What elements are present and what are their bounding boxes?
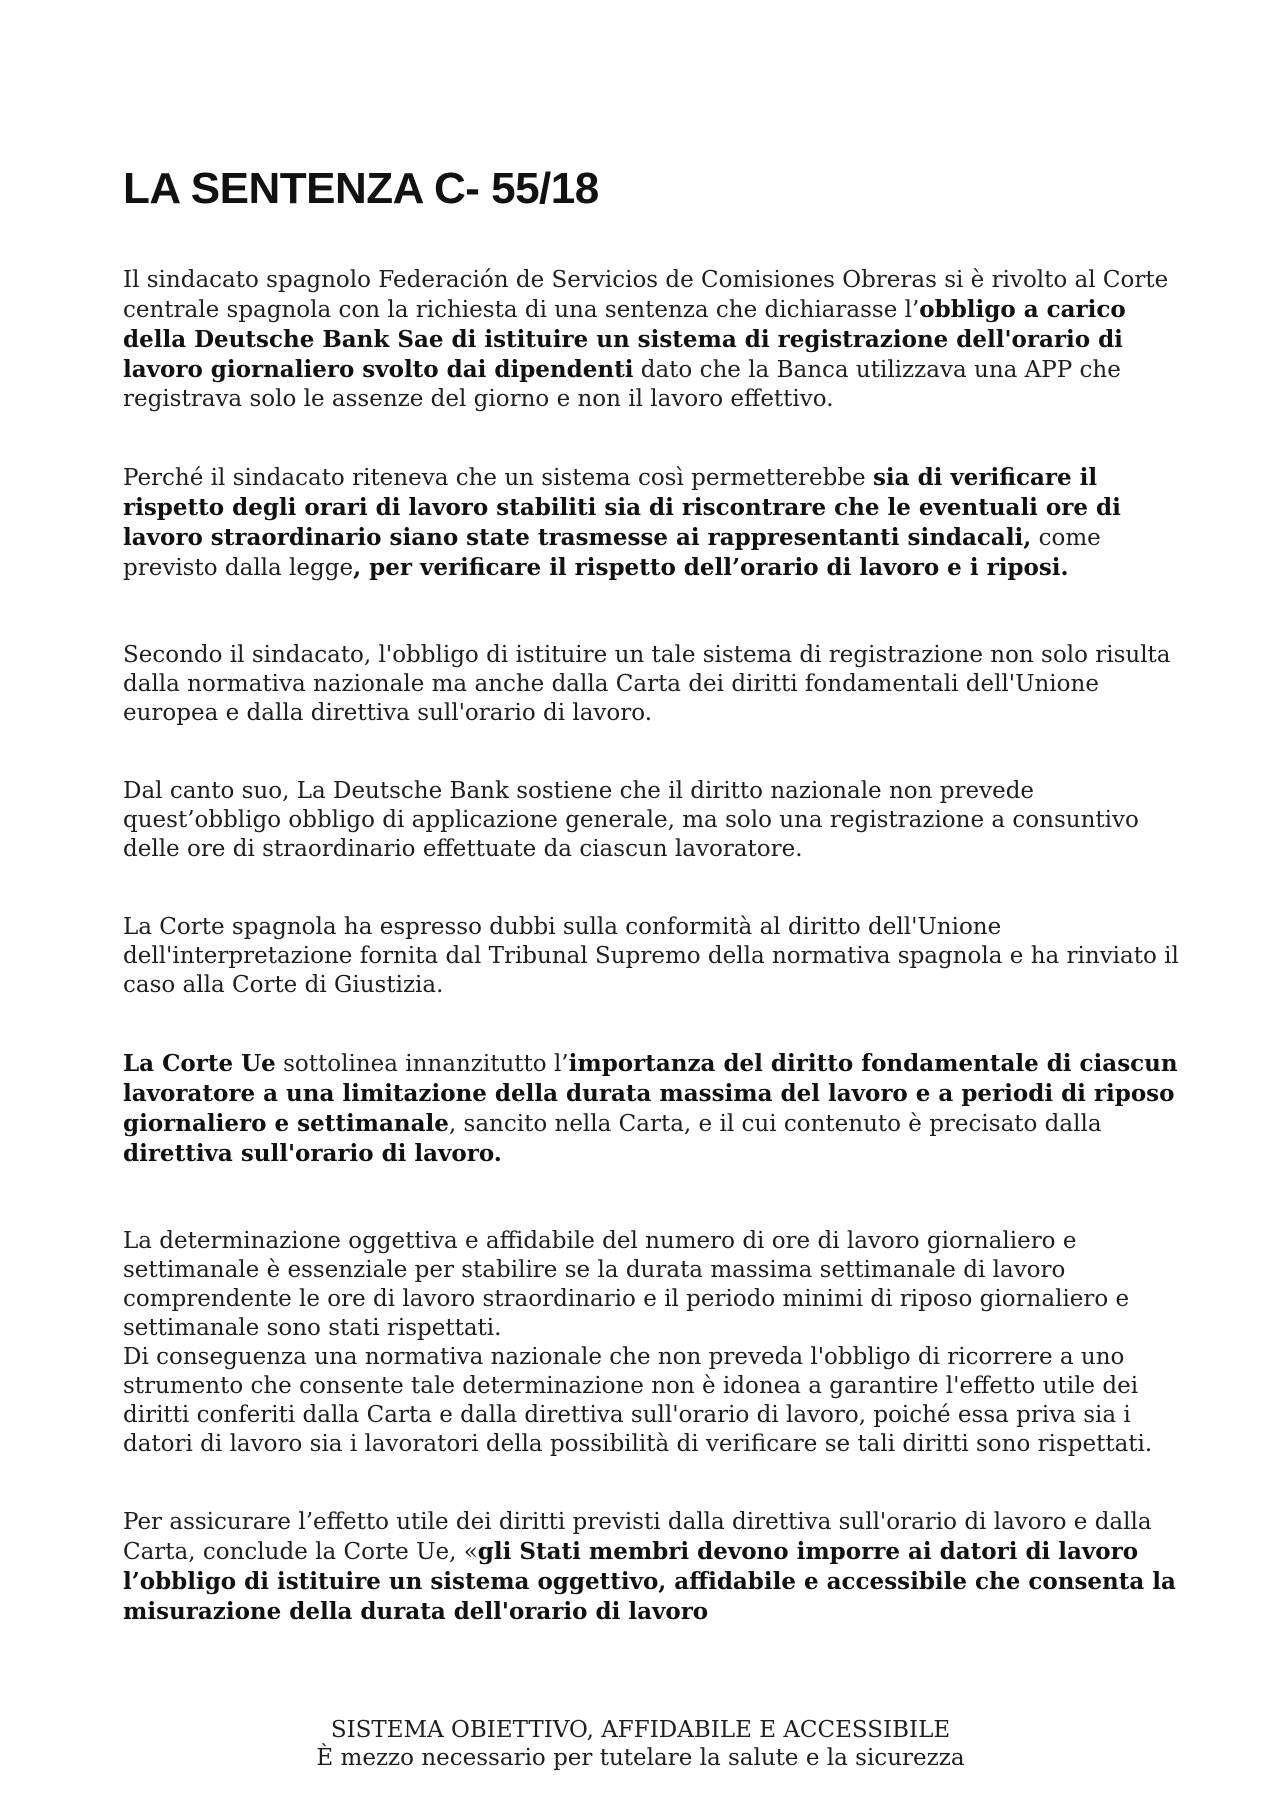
paragraph-text: come previsto dalla legge xyxy=(123,525,1101,581)
bold-text: gli Stati membri devono imporre ai datori di lavoro l’obbligo di istituire un sistema oggettivo, affidabile e accessibile che consenta la misurazione della durata dell'orario di lavoro xyxy=(123,1538,1176,1625)
page-title: LA SENTENZA C- 55/18 xyxy=(123,164,599,213)
footer-line-1: SISTEMA OBIETTIVO, AFFIDABILE E ACCESSIBILE xyxy=(330,1717,951,1743)
bold-text: La Corte Ue xyxy=(123,1050,276,1077)
paragraph-union-argument: Secondo il sindacato, l'obbligo di istituire un tale sistema di registrazione non solo risulta dalla normativa nazionale ma anche dalla Carta dei diritti fondamentali dell'Unione europea e dalla direttiva sull'orario di lavoro. xyxy=(123,642,1171,726)
paragraph-union-reason xyxy=(123,463,1183,583)
paragraph-consequence: Di conseguenza una normativa nazionale che non preveda l'obbligo di ricorrere a uno strumento che consente tale determinazione non è idonea a garantire l'effetto utile dei diritti conferiti dalla Carta e dalla direttiva sull'orario di lavoro, poiché essa priva sia i datori di lavoro sia i lavoratori della possibilità di verificare se tali diritti sono rispettati. xyxy=(123,1344,1153,1457)
paragraph-spanish-court: La Corte spagnola ha espresso dubbi sulla conformità al diritto dell'Unione dell'interpretazione fornita dal Tribunal Supremo della normativa spagnola e ha rinviato il caso alla Corte di Giustizia. xyxy=(123,914,1179,998)
page-footer xyxy=(123,1716,1158,1772)
paragraph-text: dato che la Banca utilizzava una APP che registrava solo le assenze del giorno e non il lavoro effettivo. xyxy=(123,357,1121,412)
paragraph-determination: La determinazione oggettiva e affidabile del numero di ore di lavoro giornaliero e settimanale è essenziale per stabilire se la durata massima settimanale di lavoro comprendente le ore di lavoro straordinario e il periodo minimi di riposo giornaliero e settimanale sono stati rispettati. xyxy=(123,1228,1130,1341)
paragraph-bank-position: Dal canto suo, La Deutsche Bank sostiene che il diritto nazionale non prevede quest’obbligo obbligo di applicazione generale, ma solo una registrazione a consuntivo delle ore di straordinario effettuate da ciascun lavoratore. xyxy=(123,778,1139,862)
paragraph-eu-court xyxy=(123,1049,1183,1169)
document-body xyxy=(123,266,1183,1627)
paragraph-text: , sancito nella Carta, e il cui contenuto è precisato dalla xyxy=(448,1111,1102,1137)
bold-text: obbligo a carico della Deutsche Bank Sae di istituire un sistema di registrazione dell'orario di lavoro giornaliero svolto dai dipendenti xyxy=(123,296,1126,383)
paragraph-union-request xyxy=(123,266,1183,414)
bold-text: direttiva sull'orario di lavoro. xyxy=(123,1140,502,1167)
paragraph-text: sottolinea innanzitutto l’ xyxy=(275,1051,569,1077)
paragraph-conclusion xyxy=(123,1508,1183,1627)
bold-text: sia di verificare il rispetto degli orari di lavoro stabiliti sia di riscontrare che le eventuali ore di lavoro straordinario siano state trasmesse ai rappresentanti sindacali, xyxy=(123,464,1121,551)
paragraph-text: Perché il sindacato riteneva che un sistema così permetterebbe xyxy=(123,465,873,491)
paragraph-text: Per assicurare l’effetto utile dei diritti previsti dalla direttiva sull'orario di lavoro e dalla Carta, conclude la Corte Ue, « xyxy=(123,1509,1152,1565)
bold-text: , per verificare il rispetto dell’orario di lavoro e i riposi. xyxy=(353,554,1069,581)
bold-text: importanza del diritto fondamentale di ciascun lavoratore a una limitazione della durata massima del lavoro e a periodi di riposo giornaliero e settimanale xyxy=(123,1050,1178,1137)
paragraph-text: Il sindacato spagnolo Federación de Servicios de Comisiones Obreras si è rivolto al Corte centrale spagnola con la richiesta di una sentenza che dichiarasse l’ xyxy=(123,267,1169,323)
footer-line-2: È mezzo necessario per tutelare la salute e la sicurezza xyxy=(316,1745,965,1771)
